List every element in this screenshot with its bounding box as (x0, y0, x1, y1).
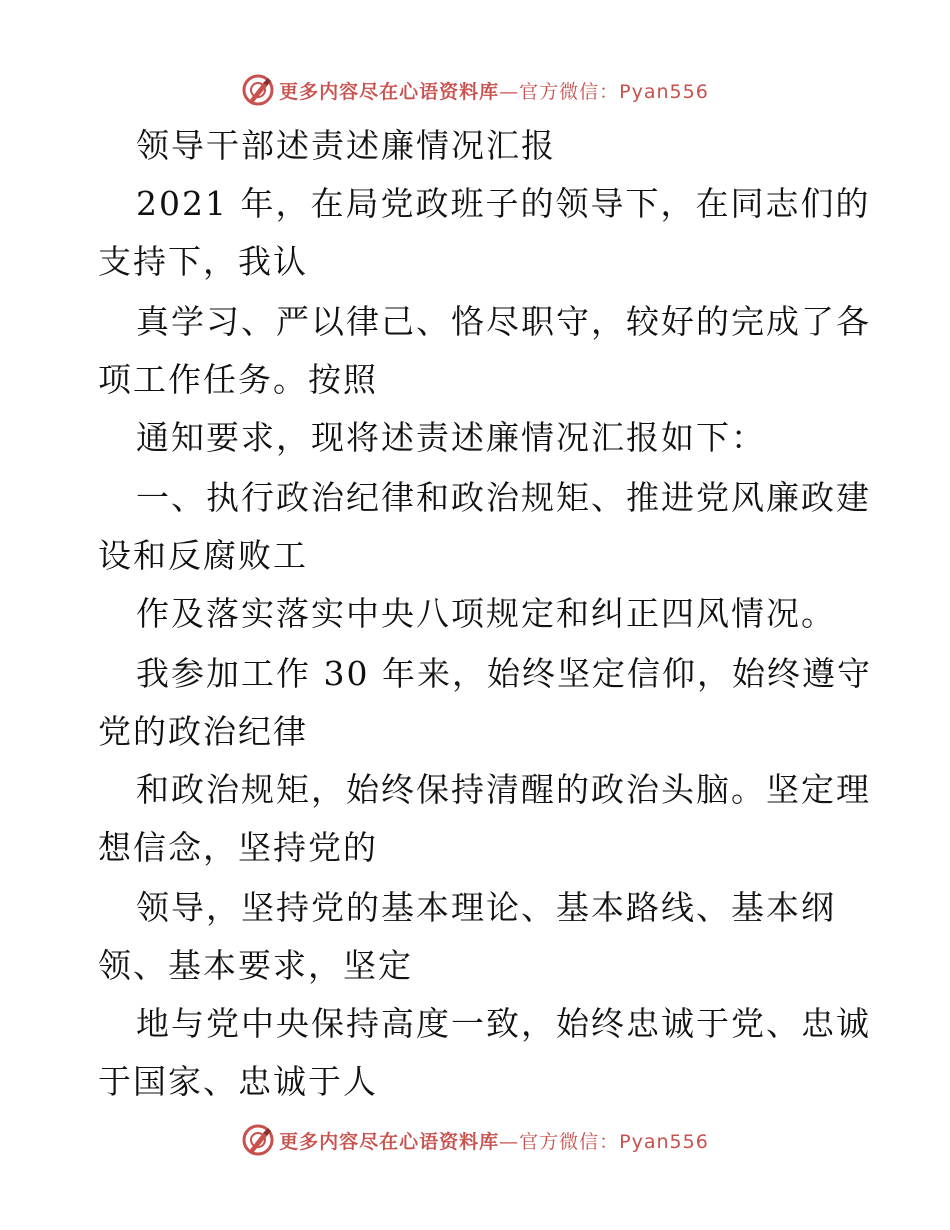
watermark-text: 更多内容尽在心语资料库—官方微信：Pyan556 (279, 80, 709, 103)
paragraph-line: 通知要求，现将述责述廉情况汇报如下： (136, 418, 766, 457)
paragraph-line: 地与党中央保持高度一致，始终忠诚于党、忠诚 (136, 1004, 871, 1043)
paragraph-line: 和政治规矩，始终保持清醒的政治头脑。坚定理 (136, 770, 871, 809)
section-heading: 设和反腐败工 (98, 536, 308, 575)
section-heading: 一、执行政治纪律和政治规矩、推进党风廉政建 (136, 478, 871, 517)
paragraph-line: 真学习、严以律己、恪尽职守，较好的完成了各 (136, 302, 871, 341)
section-heading: 作及落实落实中央八项规定和纠正四风情况。 (136, 594, 836, 633)
paragraph-line: 想信念，坚持党的 (98, 828, 378, 867)
paragraph-line: 我参加工作 30 年来，始终坚定信仰，始终遵守 (136, 654, 872, 693)
footer-watermark (0, 1120, 950, 1160)
pen-logo-icon (241, 1123, 275, 1157)
pen-logo-icon (241, 73, 275, 107)
paragraph-line: 领、基本要求，坚定 (98, 946, 413, 985)
paragraph-line: 于国家、忠诚于人 (98, 1062, 378, 1101)
header-watermark (0, 70, 950, 110)
paragraph-line: 支持下，我认 (98, 242, 308, 281)
paragraph-line: 领导，坚持党的基本理论、基本路线、基本纲 (136, 888, 836, 927)
paragraph-line: 党的政治纪律 (98, 712, 308, 751)
paragraph-line: 项工作任务。按照 (98, 360, 378, 399)
watermark-text: 更多内容尽在心语资料库—官方微信：Pyan556 (279, 1130, 709, 1153)
paragraph-line: 2021 年，在局党政班子的领导下，在同志们的 (136, 184, 871, 223)
document-title: 领导干部述责述廉情况汇报 (136, 126, 556, 165)
